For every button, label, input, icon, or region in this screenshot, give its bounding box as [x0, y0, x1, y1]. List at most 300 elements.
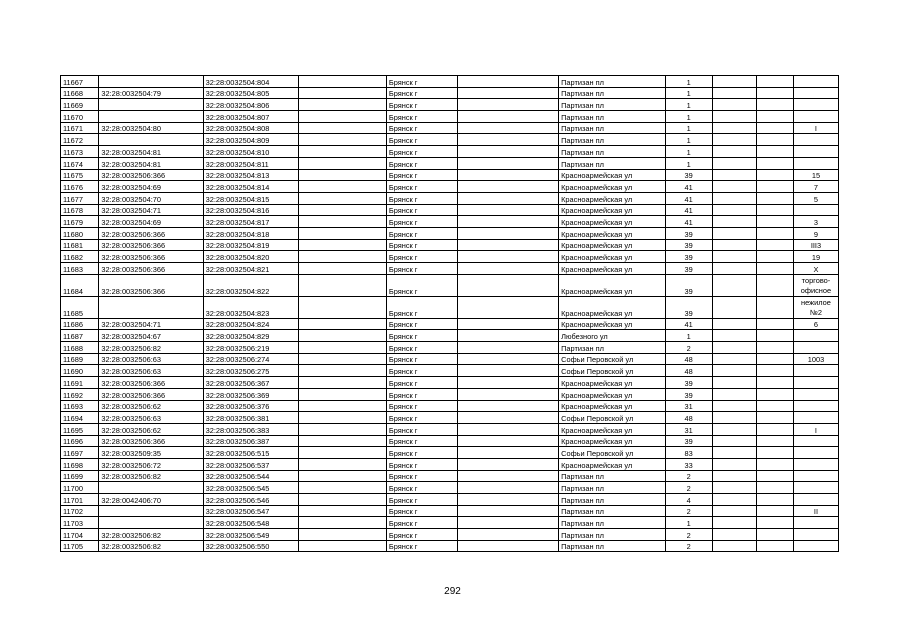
cell-parcel-cadastral-number	[99, 505, 203, 517]
cell-street: Красноармейская ул	[559, 296, 665, 318]
cell-premise-designation: II	[793, 505, 838, 517]
cell-parcel-cadastral-number: 32:28:0042406:70	[99, 494, 203, 506]
cell-blank-column	[712, 204, 756, 216]
cell-premise-designation	[793, 482, 838, 494]
cell-parcel-cadastral-number: 32:28:0032506:82	[99, 470, 203, 482]
cell-blank-column	[458, 412, 559, 424]
cell-street: Партизан пл	[559, 517, 665, 529]
cell-blank-column	[458, 111, 559, 123]
cell-street: Софьи Перовской ул	[559, 447, 665, 459]
cell-parcel-cadastral-number: 32:28:0032506:82	[99, 529, 203, 541]
cell-blank-column	[299, 423, 387, 435]
cell-premise-designation	[793, 470, 838, 482]
cell-blank-column	[299, 388, 387, 400]
cell-blank-column	[299, 318, 387, 330]
cell-parcel-cadastral-number: 32:28:0032506:82	[99, 342, 203, 354]
cell-street: Партизан пл	[559, 122, 665, 134]
table-row	[61, 377, 839, 389]
cell-premise-designation	[793, 529, 838, 541]
cell-blank-column	[712, 274, 756, 296]
cell-blank-column	[299, 529, 387, 541]
cell-record-number: 11695	[61, 423, 99, 435]
table-row	[61, 239, 839, 251]
cell-house-number: 41	[665, 204, 712, 216]
cell-city: Брянск г	[386, 412, 457, 424]
cell-street: Партизан пл	[559, 76, 665, 88]
cell-blank-column	[712, 318, 756, 330]
table-row	[61, 251, 839, 263]
table-row	[61, 216, 839, 228]
cell-house-number: 1	[665, 330, 712, 342]
cell-blank-column	[712, 458, 756, 470]
cell-premise-designation	[793, 134, 838, 146]
cell-parcel-cadastral-number: 32:28:0032504:71	[99, 318, 203, 330]
cell-premise-designation	[793, 365, 838, 377]
cell-city: Брянск г	[386, 87, 457, 99]
cell-blank-column	[458, 458, 559, 470]
cell-blank-column	[712, 377, 756, 389]
cell-house-number: 39	[665, 263, 712, 275]
cell-blank-column	[299, 274, 387, 296]
cell-premise-designation: 6	[793, 318, 838, 330]
cell-house-number: 2	[665, 470, 712, 482]
cell-street: Софьи Перовской ул	[559, 365, 665, 377]
table-row	[61, 494, 839, 506]
cell-parcel-cadastral-number	[99, 296, 203, 318]
cell-blank-column	[458, 263, 559, 275]
cell-object-cadastral-number: 32:28:0032504:829	[203, 330, 298, 342]
cell-blank-column	[458, 204, 559, 216]
cell-blank-column	[458, 330, 559, 342]
cell-premise-designation	[793, 494, 838, 506]
cell-blank-column	[756, 227, 793, 239]
cell-parcel-cadastral-number: 32:28:0032506:63	[99, 353, 203, 365]
table-row	[61, 76, 839, 88]
cell-blank-column	[756, 330, 793, 342]
cell-blank-column	[756, 146, 793, 158]
cell-parcel-cadastral-number: 32:28:0032506:63	[99, 412, 203, 424]
cell-blank-column	[712, 122, 756, 134]
cell-blank-column	[712, 263, 756, 275]
cell-street: Партизан пл	[559, 540, 665, 552]
cell-record-number: 11696	[61, 435, 99, 447]
cell-object-cadastral-number: 32:28:0032506:544	[203, 470, 298, 482]
cell-blank-column	[756, 99, 793, 111]
cell-blank-column	[712, 342, 756, 354]
cell-blank-column	[712, 239, 756, 251]
cell-blank-column	[458, 423, 559, 435]
cell-blank-column	[458, 239, 559, 251]
table-row	[61, 435, 839, 447]
cell-city: Брянск г	[386, 181, 457, 193]
cell-object-cadastral-number: 32:28:0032504:824	[203, 318, 298, 330]
cell-object-cadastral-number: 32:28:0032504:810	[203, 146, 298, 158]
cell-premise-designation: I	[793, 423, 838, 435]
cell-city: Брянск г	[386, 365, 457, 377]
cell-blank-column	[299, 435, 387, 447]
cell-blank-column	[712, 505, 756, 517]
cell-city: Брянск г	[386, 134, 457, 146]
cell-street: Партизан пл	[559, 505, 665, 517]
cell-blank-column	[458, 146, 559, 158]
cell-object-cadastral-number: 32:28:0032504:807	[203, 111, 298, 123]
cell-blank-column	[756, 517, 793, 529]
cell-street: Партизан пл	[559, 494, 665, 506]
cell-city: Брянск г	[386, 227, 457, 239]
cell-record-number: 11693	[61, 400, 99, 412]
cell-street: Красноармейская ул	[559, 181, 665, 193]
cell-blank-column	[756, 318, 793, 330]
cell-blank-column	[756, 470, 793, 482]
cell-parcel-cadastral-number: 32:28:0032504:81	[99, 157, 203, 169]
cell-record-number: 11692	[61, 388, 99, 400]
cell-city: Брянск г	[386, 400, 457, 412]
cell-blank-column	[458, 251, 559, 263]
cell-parcel-cadastral-number	[99, 111, 203, 123]
cell-blank-column	[458, 447, 559, 459]
cell-blank-column	[712, 181, 756, 193]
cell-blank-column	[756, 388, 793, 400]
cell-blank-column	[712, 192, 756, 204]
cell-blank-column	[756, 365, 793, 377]
cell-premise-designation	[793, 146, 838, 158]
cell-object-cadastral-number: 32:28:0032504:816	[203, 204, 298, 216]
cell-blank-column	[756, 251, 793, 263]
cell-parcel-cadastral-number	[99, 517, 203, 529]
cell-house-number: 83	[665, 447, 712, 459]
cell-blank-column	[299, 146, 387, 158]
cell-object-cadastral-number: 32:28:0032506:387	[203, 435, 298, 447]
cell-blank-column	[712, 470, 756, 482]
cell-blank-column	[712, 251, 756, 263]
cell-city: Брянск г	[386, 76, 457, 88]
cell-house-number: 41	[665, 216, 712, 228]
cell-premise-designation: 3	[793, 216, 838, 228]
cell-premise-designation	[793, 540, 838, 552]
cell-premise-designation: торгово-офисное	[793, 274, 838, 296]
cell-parcel-cadastral-number: 32:28:0032504:81	[99, 146, 203, 158]
cell-premise-designation	[793, 204, 838, 216]
cell-object-cadastral-number: 32:28:0032504:823	[203, 296, 298, 318]
cell-object-cadastral-number: 32:28:0032504:809	[203, 134, 298, 146]
cell-city: Брянск г	[386, 274, 457, 296]
cell-record-number: 11667	[61, 76, 99, 88]
table-row	[61, 87, 839, 99]
cell-blank-column	[712, 353, 756, 365]
table-row	[61, 157, 839, 169]
cell-object-cadastral-number: 32:28:0032504:815	[203, 192, 298, 204]
cell-blank-column	[712, 365, 756, 377]
cell-blank-column	[299, 181, 387, 193]
cell-blank-column	[712, 388, 756, 400]
cell-street: Партизан пл	[559, 529, 665, 541]
cell-object-cadastral-number: 32:28:0032504:805	[203, 87, 298, 99]
table-row	[61, 400, 839, 412]
cell-city: Брянск г	[386, 111, 457, 123]
cell-city: Брянск г	[386, 122, 457, 134]
cell-premise-designation	[793, 458, 838, 470]
cell-premise-designation	[793, 447, 838, 459]
table-row	[61, 330, 839, 342]
cell-blank-column	[712, 111, 756, 123]
cell-street: Партизан пл	[559, 146, 665, 158]
cell-premise-designation: нежилое №2	[793, 296, 838, 318]
table-row	[61, 529, 839, 541]
cell-blank-column	[299, 470, 387, 482]
cell-parcel-cadastral-number: 32:28:0032506:62	[99, 400, 203, 412]
cell-premise-designation: 5	[793, 192, 838, 204]
cell-object-cadastral-number: 32:28:0032504:818	[203, 227, 298, 239]
cell-city: Брянск г	[386, 482, 457, 494]
cell-blank-column	[299, 169, 387, 181]
cell-premise-designation	[793, 400, 838, 412]
cell-parcel-cadastral-number: 32:28:0032504:70	[99, 192, 203, 204]
cell-blank-column	[712, 216, 756, 228]
cell-record-number: 11673	[61, 146, 99, 158]
cell-blank-column	[756, 435, 793, 447]
cell-blank-column	[458, 529, 559, 541]
cell-blank-column	[712, 157, 756, 169]
cell-blank-column	[756, 192, 793, 204]
cell-city: Брянск г	[386, 529, 457, 541]
cell-object-cadastral-number: 32:28:0032506:550	[203, 540, 298, 552]
cell-record-number: 11679	[61, 216, 99, 228]
cell-city: Брянск г	[386, 458, 457, 470]
cell-house-number: 2	[665, 482, 712, 494]
cell-object-cadastral-number: 32:28:0032504:814	[203, 181, 298, 193]
cell-blank-column	[299, 342, 387, 354]
cell-blank-column	[458, 435, 559, 447]
cell-blank-column	[712, 227, 756, 239]
cell-city: Брянск г	[386, 423, 457, 435]
cell-street: Софьи Перовской ул	[559, 353, 665, 365]
cell-premise-designation	[793, 87, 838, 99]
cell-blank-column	[299, 263, 387, 275]
cell-blank-column	[756, 377, 793, 389]
cell-blank-column	[756, 87, 793, 99]
cell-blank-column	[299, 447, 387, 459]
cell-record-number: 11681	[61, 239, 99, 251]
cell-parcel-cadastral-number: 32:28:0032504:67	[99, 330, 203, 342]
cell-record-number: 11688	[61, 342, 99, 354]
cell-street: Красноармейская ул	[559, 377, 665, 389]
cell-city: Брянск г	[386, 388, 457, 400]
cell-object-cadastral-number: 32:28:0032504:817	[203, 216, 298, 228]
cell-house-number: 1	[665, 111, 712, 123]
table-row	[61, 353, 839, 365]
cell-blank-column	[712, 494, 756, 506]
cell-record-number: 11676	[61, 181, 99, 193]
cell-city: Брянск г	[386, 505, 457, 517]
table-row	[61, 274, 839, 296]
cell-blank-column	[299, 111, 387, 123]
cell-blank-column	[712, 76, 756, 88]
cell-blank-column	[299, 353, 387, 365]
cell-city: Брянск г	[386, 216, 457, 228]
cell-parcel-cadastral-number: 32:28:0032506:366	[99, 227, 203, 239]
cell-blank-column	[712, 146, 756, 158]
cell-blank-column	[756, 216, 793, 228]
cell-blank-column	[299, 216, 387, 228]
cell-house-number: 2	[665, 529, 712, 541]
cell-parcel-cadastral-number: 32:28:0032506:366	[99, 435, 203, 447]
table-row	[61, 111, 839, 123]
cell-blank-column	[458, 157, 559, 169]
cell-premise-designation	[793, 99, 838, 111]
cell-parcel-cadastral-number: 32:28:0032506:366	[99, 263, 203, 275]
cell-street: Красноармейская ул	[559, 192, 665, 204]
cell-blank-column	[458, 482, 559, 494]
cell-blank-column	[458, 540, 559, 552]
cell-object-cadastral-number: 32:28:0032506:537	[203, 458, 298, 470]
cell-record-number: 11685	[61, 296, 99, 318]
cell-premise-designation	[793, 342, 838, 354]
cell-blank-column	[756, 400, 793, 412]
cell-object-cadastral-number: 32:28:0032504:811	[203, 157, 298, 169]
cell-blank-column	[756, 505, 793, 517]
cell-parcel-cadastral-number: 32:28:0032506:82	[99, 540, 203, 552]
cell-city: Брянск г	[386, 146, 457, 158]
cell-street: Партизан пл	[559, 134, 665, 146]
cell-city: Брянск г	[386, 318, 457, 330]
cell-house-number: 39	[665, 388, 712, 400]
cell-blank-column	[756, 447, 793, 459]
cell-blank-column	[756, 296, 793, 318]
cell-blank-column	[458, 494, 559, 506]
cell-street: Любезного ул	[559, 330, 665, 342]
cell-street: Партизан пл	[559, 482, 665, 494]
cell-blank-column	[299, 134, 387, 146]
cell-blank-column	[458, 134, 559, 146]
cell-city: Брянск г	[386, 353, 457, 365]
table-row	[61, 423, 839, 435]
cell-house-number: 39	[665, 227, 712, 239]
cell-premise-designation	[793, 157, 838, 169]
table-row	[61, 192, 839, 204]
cell-blank-column	[756, 263, 793, 275]
cell-object-cadastral-number: 32:28:0032504:806	[203, 99, 298, 111]
cell-blank-column	[712, 517, 756, 529]
cell-blank-column	[756, 134, 793, 146]
cell-blank-column	[299, 365, 387, 377]
cell-object-cadastral-number: 32:28:0032506:546	[203, 494, 298, 506]
cell-record-number: 11671	[61, 122, 99, 134]
cell-blank-column	[712, 540, 756, 552]
cell-parcel-cadastral-number: 32:28:0032506:366	[99, 251, 203, 263]
table-row	[61, 365, 839, 377]
cell-record-number: 11697	[61, 447, 99, 459]
page-number: 292	[444, 586, 461, 597]
records-table-body	[61, 76, 839, 552]
table-row	[61, 99, 839, 111]
cell-object-cadastral-number: 32:28:0032506:515	[203, 447, 298, 459]
table-row	[61, 146, 839, 158]
cell-blank-column	[458, 505, 559, 517]
cell-house-number: 39	[665, 435, 712, 447]
cell-blank-column	[756, 529, 793, 541]
cell-house-number: 39	[665, 274, 712, 296]
cell-premise-designation: X	[793, 263, 838, 275]
cell-premise-designation	[793, 435, 838, 447]
cell-blank-column	[458, 87, 559, 99]
cell-parcel-cadastral-number	[99, 99, 203, 111]
cell-parcel-cadastral-number	[99, 134, 203, 146]
cell-object-cadastral-number: 32:28:0032506:376	[203, 400, 298, 412]
cell-house-number: 39	[665, 296, 712, 318]
cell-record-number: 11683	[61, 263, 99, 275]
cell-premise-designation	[793, 111, 838, 123]
cell-record-number: 11689	[61, 353, 99, 365]
cell-city: Брянск г	[386, 263, 457, 275]
cell-house-number: 39	[665, 239, 712, 251]
cell-object-cadastral-number: 32:28:0032504:804	[203, 76, 298, 88]
cell-record-number: 11687	[61, 330, 99, 342]
cell-blank-column	[458, 365, 559, 377]
cell-parcel-cadastral-number: 32:28:0032506:366	[99, 169, 203, 181]
cell-city: Брянск г	[386, 157, 457, 169]
cell-record-number: 11698	[61, 458, 99, 470]
cell-blank-column	[458, 296, 559, 318]
cell-blank-column	[299, 296, 387, 318]
cell-house-number: 33	[665, 458, 712, 470]
cell-blank-column	[712, 423, 756, 435]
cell-blank-column	[299, 494, 387, 506]
cell-blank-column	[756, 540, 793, 552]
cell-blank-column	[458, 169, 559, 181]
cell-street: Партизан пл	[559, 99, 665, 111]
cell-record-number: 11670	[61, 111, 99, 123]
cell-parcel-cadastral-number: 32:28:0032506:63	[99, 365, 203, 377]
cell-blank-column	[458, 517, 559, 529]
cell-record-number: 11702	[61, 505, 99, 517]
cell-blank-column	[756, 494, 793, 506]
cell-city: Брянск г	[386, 494, 457, 506]
cell-blank-column	[756, 76, 793, 88]
cell-blank-column	[756, 181, 793, 193]
cell-street: Красноармейская ул	[559, 204, 665, 216]
cell-blank-column	[756, 458, 793, 470]
cell-record-number: 11704	[61, 529, 99, 541]
cell-record-number: 11699	[61, 470, 99, 482]
cell-blank-column	[458, 99, 559, 111]
cell-blank-column	[458, 76, 559, 88]
cell-street: Красноармейская ул	[559, 263, 665, 275]
cell-house-number: 48	[665, 412, 712, 424]
cell-blank-column	[458, 216, 559, 228]
cell-city: Брянск г	[386, 169, 457, 181]
table-row	[61, 517, 839, 529]
cell-premise-designation: 15	[793, 169, 838, 181]
cell-parcel-cadastral-number: 32:28:0032504:69	[99, 216, 203, 228]
cell-object-cadastral-number: 32:28:0032506:275	[203, 365, 298, 377]
cell-object-cadastral-number: 32:28:0032506:383	[203, 423, 298, 435]
cell-parcel-cadastral-number: 32:28:0032506:366	[99, 377, 203, 389]
cell-blank-column	[712, 134, 756, 146]
table-row	[61, 169, 839, 181]
cell-house-number: 41	[665, 318, 712, 330]
cell-blank-column	[756, 412, 793, 424]
cell-blank-column	[458, 227, 559, 239]
cell-record-number: 11669	[61, 99, 99, 111]
cell-record-number: 11674	[61, 157, 99, 169]
cell-house-number: 1	[665, 122, 712, 134]
cell-record-number: 11701	[61, 494, 99, 506]
cell-house-number: 39	[665, 169, 712, 181]
cell-house-number: 41	[665, 181, 712, 193]
cell-blank-column	[756, 204, 793, 216]
cell-house-number: 48	[665, 353, 712, 365]
cell-blank-column	[299, 204, 387, 216]
